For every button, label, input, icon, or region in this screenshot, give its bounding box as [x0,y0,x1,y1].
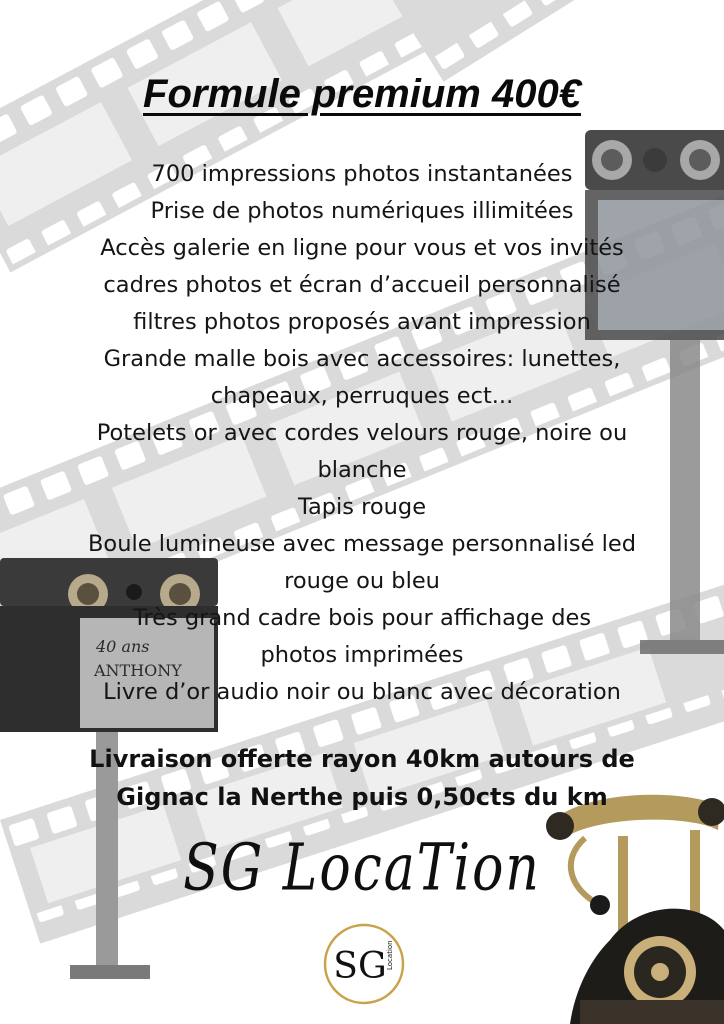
feature-line: Potelets or avec cordes velours rouge, noire ou [96,420,628,446]
delivery-note [40,740,684,816]
feature-line: Boule lumineuse avec message personnalisé led [88,531,636,557]
booth-screen-text-2: ANTHONY [94,661,182,680]
feature-list [44,156,680,711]
feature-line: Très grand cadre bois pour affichage des [132,605,592,631]
brand-signature: SG LocaTion [183,830,541,906]
feature-line: Tapis rouge [297,494,427,520]
booth-screen-text-1: 40 ans [96,637,150,656]
page-title: Formule premium 400€ [143,72,581,116]
feature-line: rouge ou bleu [284,568,440,594]
feature-line: filtres photos proposés avant impression [133,309,591,335]
delivery-line-1: Livraison offerte rayon 40km autours de [89,745,635,773]
feature-line: Livre d’or audio noir ou blanc avec décoration [103,679,621,705]
feature-line: chapeaux, perruques ect... [210,383,514,409]
logo-subtext: Location [386,940,394,970]
feature-line: Grande malle bois avec accessoires: lunettes, [103,346,621,372]
feature-line: Prise de photos numériques illimitées [150,198,574,224]
feature-line: Accès galerie en ligne pour vous et vos invités [100,235,624,261]
feature-line: blanche [317,457,407,483]
delivery-line-2: Gignac la Nerthe puis 0,50cts du km [116,783,608,811]
feature-line: 700 impressions photos instantanées [151,161,573,187]
vintage-telephone-image [546,795,724,1024]
logo-letters: SG [333,946,387,987]
feature-line: cadres photos et écran d’accueil personnalisé [103,272,621,298]
feature-line: photos imprimées [260,642,464,668]
brand-logo [322,922,406,1006]
